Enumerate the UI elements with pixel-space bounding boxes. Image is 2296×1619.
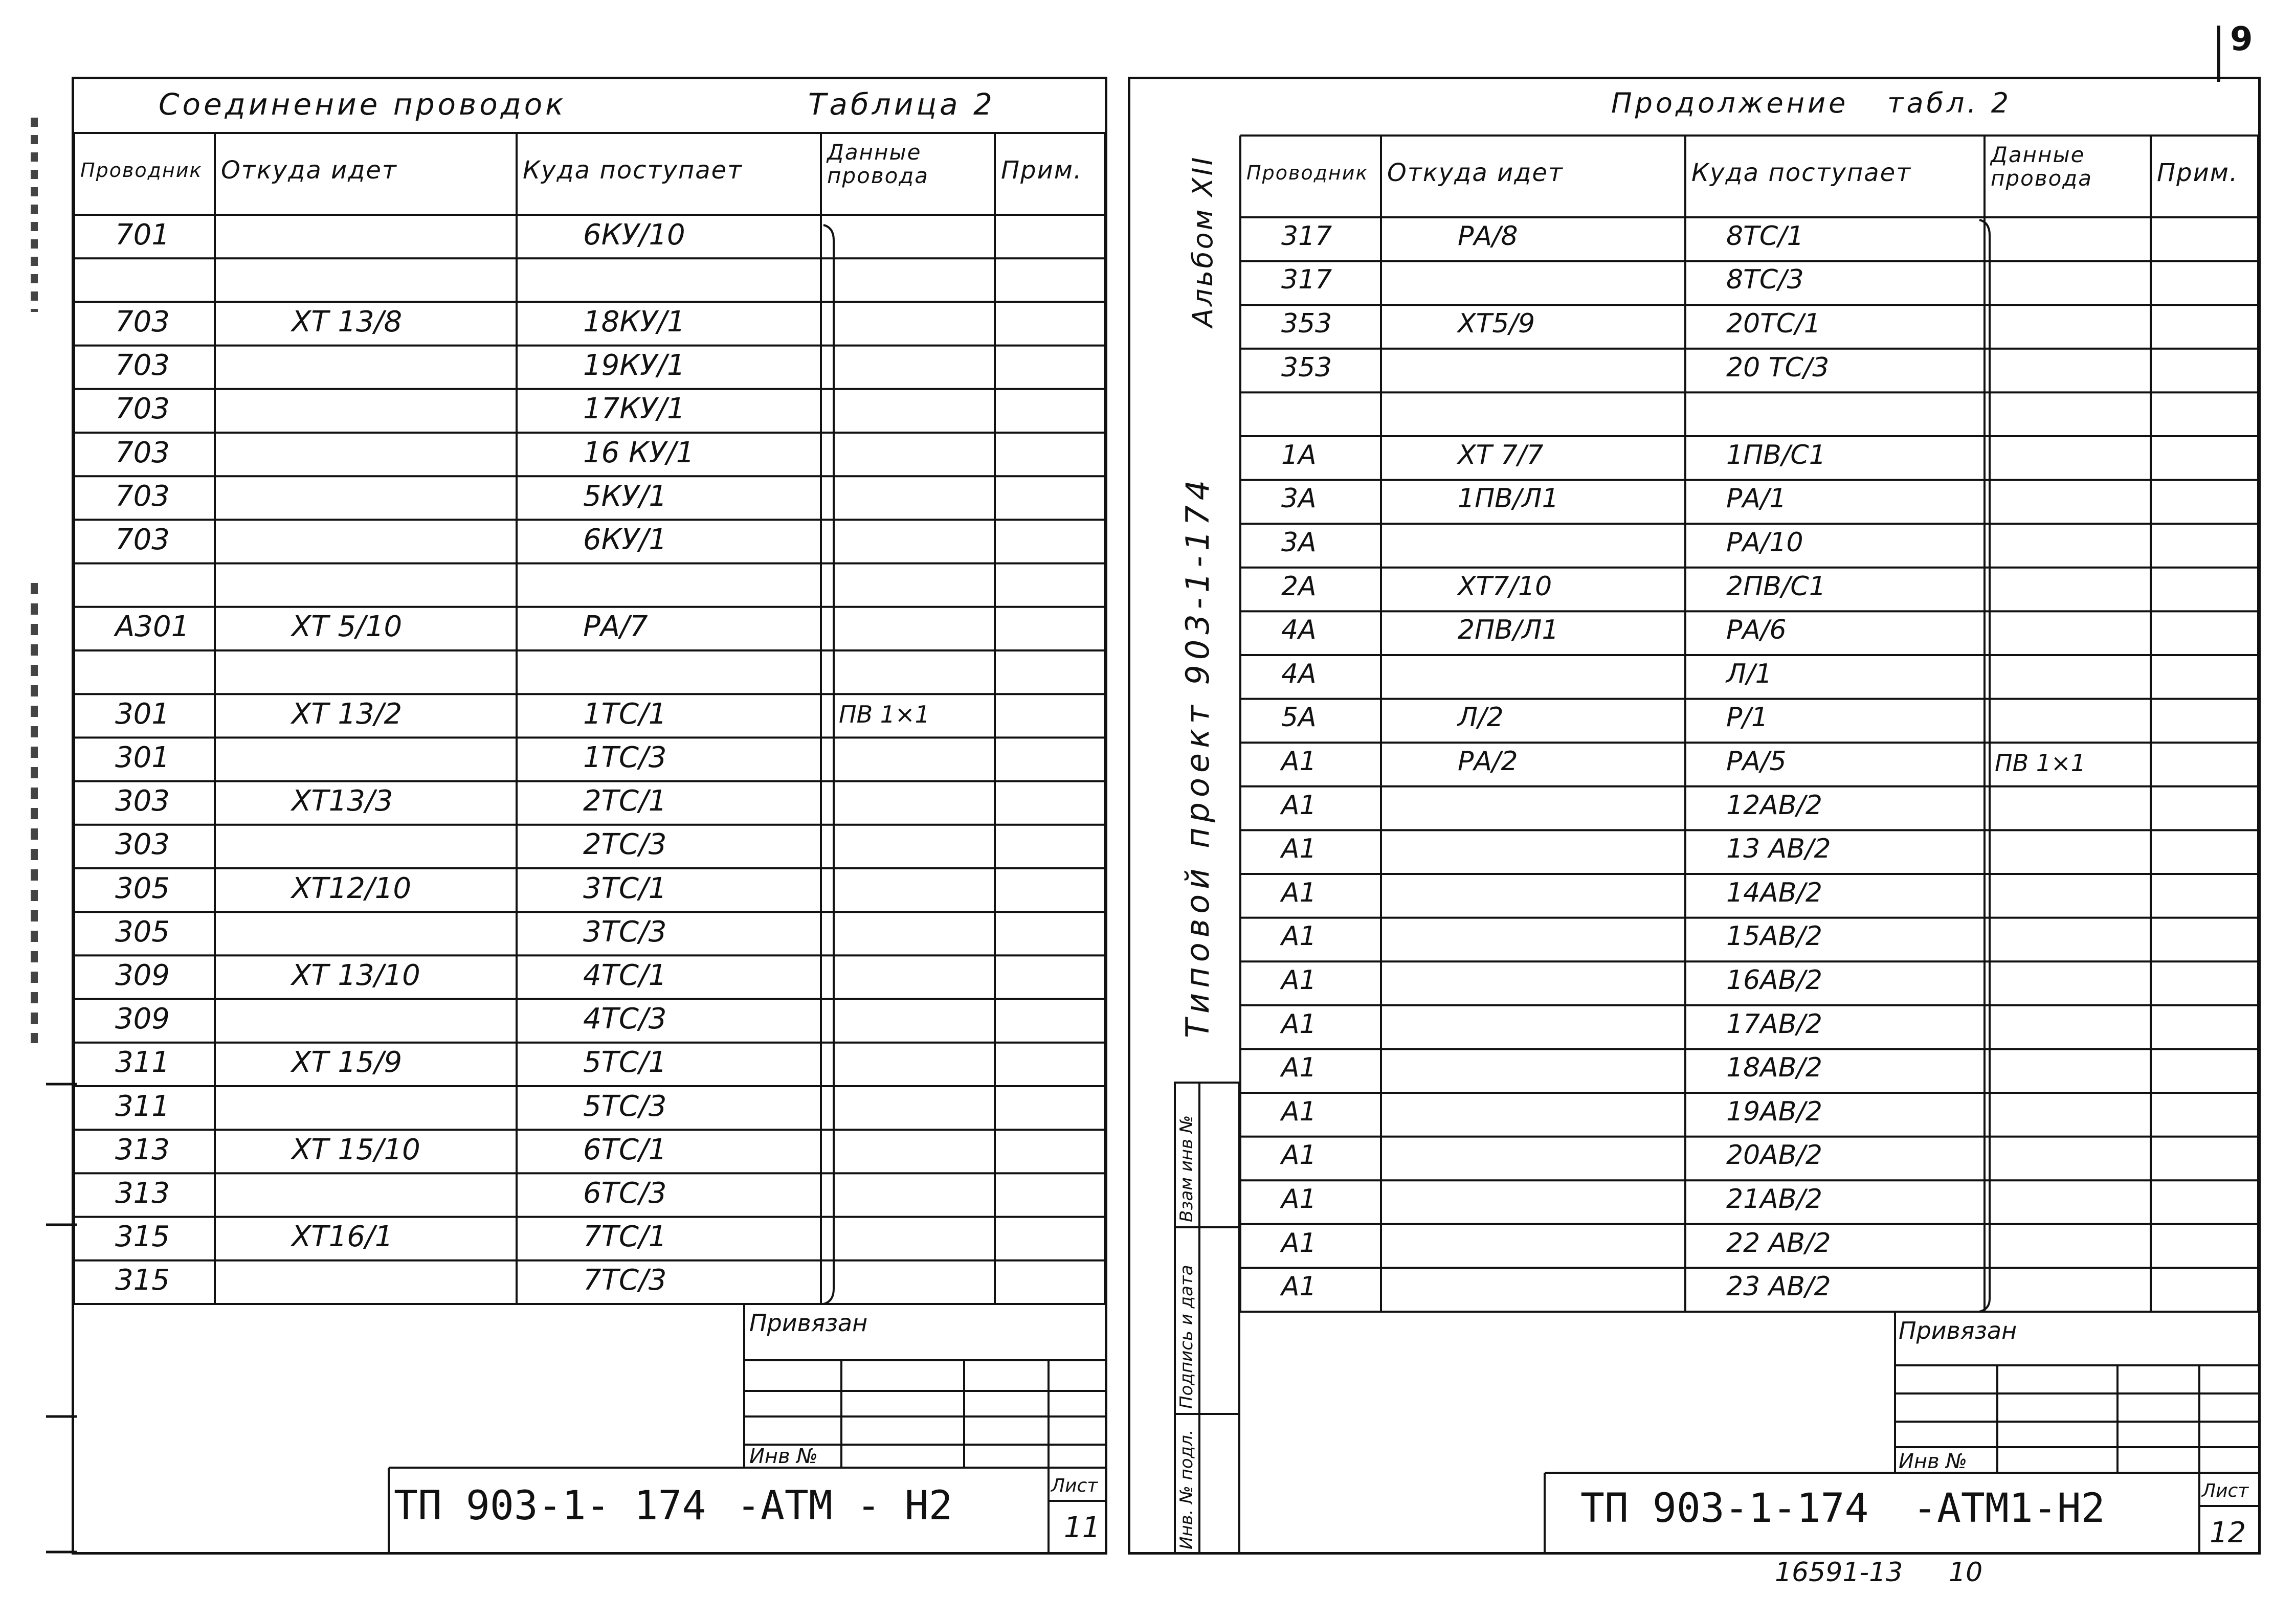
left-column-header: Куда поступает	[523, 156, 743, 185]
left-cell-to: 6КУ/10	[583, 218, 685, 252]
left-cell-conductor: 315	[115, 1220, 170, 1254]
left-cell-to: 7ТС/1	[583, 1220, 667, 1254]
left-cell-conductor: 303	[115, 828, 170, 862]
left-cell-conductor: 701	[115, 218, 170, 252]
left-cell-to: РА/7	[583, 610, 648, 644]
left-cell-conductor: 305	[115, 915, 170, 949]
right-sheet-label: Лист	[2202, 1480, 2249, 1501]
right-cell-conductor: А1	[1281, 1008, 1317, 1040]
left-cell-from: ХТ 13/8	[292, 305, 403, 339]
left-cell-conductor: 315	[115, 1264, 170, 1297]
left-wire-data: ПВ 1×1	[839, 701, 930, 728]
left-cell-to: 4ТС/1	[583, 959, 667, 992]
left-cell-conductor: 313	[115, 1177, 170, 1210]
left-column-header: Прим.	[1001, 156, 1083, 185]
left-sheet-label: Лист	[1051, 1475, 1098, 1496]
left-cell-from: ХТ16/1	[292, 1220, 393, 1254]
left-cell-to: 18КУ/1	[583, 305, 685, 339]
right-column-header: Куда поступает	[1691, 159, 1912, 187]
left-cell-conductor: 313	[115, 1133, 170, 1166]
right-cell-to: 14АВ/2	[1726, 877, 1823, 908]
right-cell-to: 17АВ/2	[1726, 1008, 1823, 1040]
left-cell-to: 3ТС/3	[583, 915, 667, 949]
left-cell-conductor: 703	[115, 349, 170, 383]
left-cell-to: 5ТС/3	[583, 1089, 667, 1123]
right-cell-to: 15АВ/2	[1726, 921, 1823, 952]
right-stamp-code: ТП 903-1-174	[1580, 1486, 1869, 1532]
right-cell-conductor: А1	[1281, 834, 1317, 865]
left-cell-from: ХТ13/3	[292, 784, 393, 818]
left-cell-conductor: 703	[115, 523, 170, 556]
right-cell-conductor: 317	[1281, 264, 1332, 296]
right-cell-conductor: А1	[1281, 1271, 1317, 1302]
right-column-header: Проводник	[1246, 162, 1369, 184]
right-cell-to: 13 АВ/2	[1726, 834, 1831, 865]
right-inv: Инв №	[1899, 1450, 1967, 1473]
left-cell-to: 6КУ/1	[583, 523, 667, 556]
right-cell-from: ХТ5/9	[1458, 308, 1535, 339]
left-cell-conductor: 311	[115, 1089, 170, 1123]
right-cell-conductor: А1	[1281, 1227, 1317, 1258]
right-table-label: табл. 2	[1887, 87, 2012, 119]
right-cell-to: 16АВ/2	[1726, 965, 1823, 996]
left-cell-conductor: 303	[115, 784, 170, 818]
left-cell-from: ХТ 15/9	[292, 1046, 403, 1080]
right-cell-to: 18АВ/2	[1726, 1052, 1823, 1084]
right-cell-conductor: А1	[1281, 790, 1317, 821]
right-cell-conductor: А1	[1281, 1140, 1317, 1171]
left-cell-conductor: 703	[115, 392, 170, 426]
right-cell-from: ХТ7/10	[1458, 571, 1552, 602]
right-cell-conductor: 4А	[1281, 658, 1317, 689]
right-cell-to: 1ПВ/С1	[1726, 439, 1826, 470]
right-cell-from: Л/2	[1458, 702, 1504, 733]
right-cell-conductor: 353	[1281, 308, 1332, 339]
left-cell-conductor: 703	[115, 436, 170, 469]
right-cell-conductor: А1	[1281, 965, 1317, 996]
left-cell-to: 5КУ/1	[583, 479, 667, 513]
left-cell-to: 19КУ/1	[583, 349, 685, 383]
right-cell-from: РА/8	[1458, 220, 1518, 252]
right-cell-conductor: 5А	[1281, 702, 1317, 733]
left-cell-conductor: 305	[115, 871, 170, 905]
left-cell-conductor: 309	[115, 1002, 170, 1036]
left-inv: Инв №	[749, 1445, 818, 1468]
left-cell-to: 1ТС/3	[583, 741, 667, 774]
left-cell-from: ХТ 13/2	[292, 697, 403, 731]
right-cell-conductor: 2А	[1281, 571, 1317, 602]
left-cell-conductor: 301	[115, 741, 170, 774]
left-table-label: Таблица 2	[808, 87, 995, 122]
right-column-header: Данные провода	[1991, 142, 2093, 191]
right-cell-from: ХТ 7/7	[1458, 439, 1544, 470]
right-cell-to: 2ПВ/С1	[1726, 571, 1826, 602]
right-cell-conductor: 1А	[1281, 439, 1317, 470]
left-cell-from: ХТ 5/10	[292, 610, 403, 644]
right-cell-conductor: А1	[1281, 746, 1317, 777]
left-title: Соединение проводок	[159, 87, 567, 122]
side-project: Типовой проект 903-1-174	[1179, 475, 1216, 1038]
left-cell-conductor: 703	[115, 305, 170, 339]
left-column-header: Данные провода	[827, 140, 929, 188]
side-inv-podl: Инв. № подл.	[1176, 1429, 1197, 1549]
right-cell-to: 8ТС/1	[1726, 220, 1804, 252]
left-cell-conductor: 311	[115, 1046, 170, 1080]
left-cell-to: 7ТС/3	[583, 1264, 667, 1297]
right-title: Продолжение	[1611, 87, 1849, 119]
left-cell-from: ХТ 15/10	[292, 1133, 420, 1166]
right-cell-conductor: 3А	[1281, 527, 1317, 558]
right-cell-to: 19АВ/2	[1726, 1096, 1823, 1127]
left-cell-to: 2ТС/3	[583, 828, 667, 862]
right-cell-conductor: А1	[1281, 877, 1317, 908]
right-cell-conductor: А1	[1281, 1184, 1317, 1215]
left-column-header: Проводник	[80, 159, 203, 182]
right-cell-conductor: 3А	[1281, 483, 1317, 514]
right-cell-from: 1ПВ/Л1	[1458, 483, 1559, 514]
left-cell-to: 1ТС/1	[583, 697, 667, 731]
right-cell-to: РА/1	[1726, 483, 1787, 514]
side-vz-inv: Взам инв №	[1176, 1115, 1197, 1222]
right-cell-to: 20АВ/2	[1726, 1140, 1823, 1171]
right-cell-to: 20ТС/1	[1726, 308, 1821, 339]
right-footer-num: 10	[1949, 1557, 1983, 1588]
right-cell-to: РА/6	[1726, 615, 1787, 646]
right-cell-to: РА/10	[1726, 527, 1803, 558]
right-cell-conductor: А1	[1281, 1052, 1317, 1084]
right-wire-data: ПВ 1×1	[1995, 749, 2086, 777]
left-stamp-code: ТП 903-1- 174	[394, 1483, 706, 1529]
right-cell-conductor: 353	[1281, 352, 1332, 383]
right-cell-from: 2ПВ/Л1	[1458, 615, 1559, 646]
left-cell-to: 6ТС/1	[583, 1133, 667, 1166]
right-footer-code: 16591-13	[1775, 1557, 1903, 1588]
right-cell-from: РА/2	[1458, 746, 1518, 777]
left-cell-to: 17КУ/1	[583, 392, 685, 426]
right-cell-conductor: 4А	[1281, 615, 1317, 646]
left-cell-conductor: 301	[115, 697, 170, 731]
right-stamp-suffix: -АТМ1-Н2	[1913, 1486, 2105, 1532]
right-cell-to: 22 АВ/2	[1726, 1227, 1831, 1258]
left-cell-conductor: А301	[115, 610, 190, 644]
left-sheet-number: 11	[1064, 1511, 1101, 1544]
right-cell-conductor: А1	[1281, 921, 1317, 952]
left-cell-from: ХТ12/10	[292, 871, 411, 905]
right-cell-to: Р/1	[1726, 702, 1768, 733]
right-sheet-number: 12	[2210, 1516, 2246, 1549]
left-privyazan: Привязан	[749, 1309, 868, 1337]
left-cell-to: 6ТС/3	[583, 1177, 667, 1210]
right-cell-to: РА/5	[1726, 746, 1787, 777]
left-column-header: Откуда идет	[221, 156, 397, 185]
right-cell-conductor: 317	[1281, 220, 1332, 252]
right-cell-to: 12АВ/2	[1726, 790, 1823, 821]
right-cell-to: 8ТС/3	[1726, 264, 1804, 296]
left-stamp-suffix: -АТМ - Н2	[737, 1483, 953, 1529]
left-cell-to: 3ТС/1	[583, 871, 667, 905]
side-album: Альбом XII	[1187, 155, 1219, 327]
left-cell-from: ХТ 13/10	[292, 959, 420, 992]
right-column-header: Откуда идет	[1387, 159, 1564, 187]
right-cell-to: 23 АВ/2	[1726, 1271, 1831, 1302]
left-cell-to: 4ТС/3	[583, 1002, 667, 1036]
margin-scribble-1	[31, 118, 38, 312]
left-cell-to: 2ТС/1	[583, 784, 667, 818]
right-cell-to: 20 ТС/3	[1726, 352, 1830, 383]
right-privyazan: Привязан	[1899, 1317, 2017, 1344]
right-cell-to: 21АВ/2	[1726, 1184, 1823, 1215]
left-cell-to: 5ТС/1	[583, 1046, 667, 1080]
right-column-header: Прим.	[2157, 159, 2239, 187]
right-cell-conductor: А1	[1281, 1096, 1317, 1127]
left-cell-to: 16 КУ/1	[583, 436, 695, 469]
left-cell-conductor: 703	[115, 479, 170, 513]
side-sign-date: Подпись и дата	[1176, 1265, 1197, 1409]
left-cell-conductor: 309	[115, 959, 170, 992]
margin-scribble-2	[31, 583, 38, 1043]
page-number: 9	[2230, 20, 2253, 58]
right-cell-to: Л/1	[1726, 658, 1772, 689]
